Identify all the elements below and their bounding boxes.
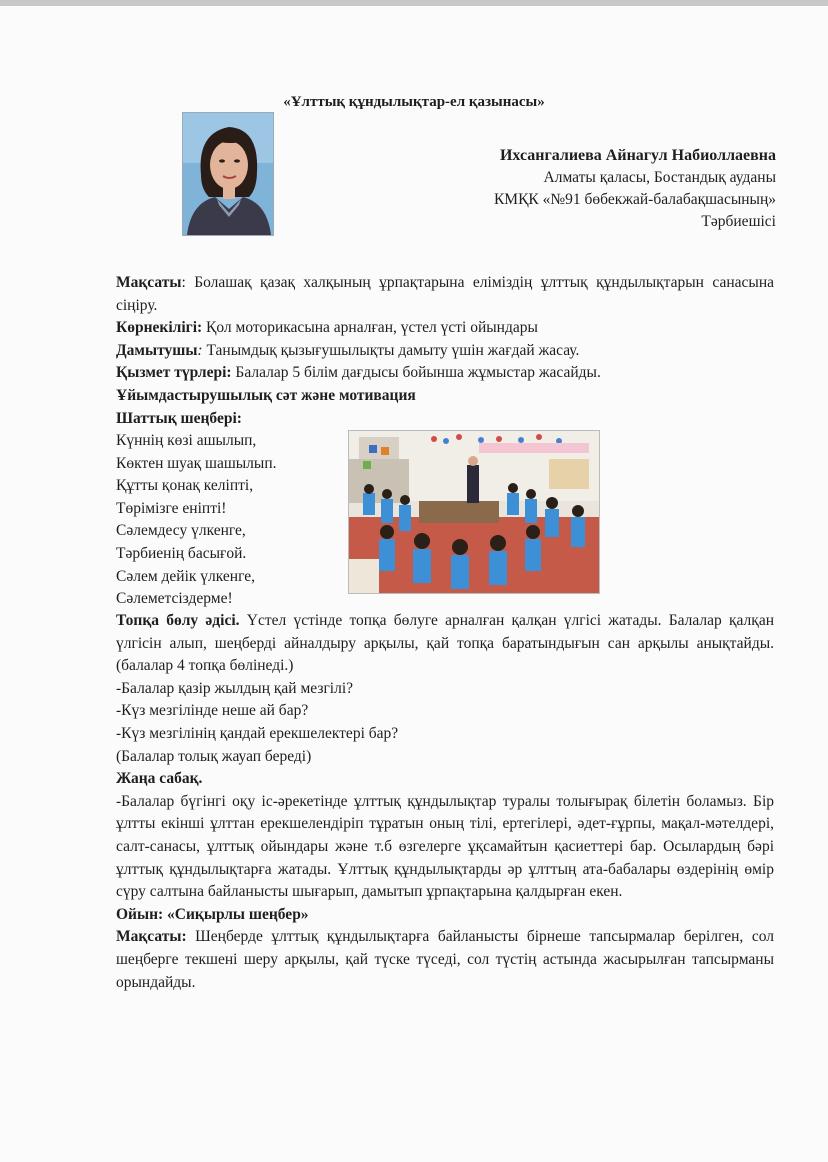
poem-line: Күннің көзі ашылып, (116, 432, 257, 449)
activities-paragraph (116, 362, 774, 385)
author-org: КМҚК «№91 бөбекжай-балабақшасының» (493, 191, 776, 208)
document-title: «Ұлттық құндылықтар-ел қазынасы» (283, 94, 545, 110)
grouping-paragraph (116, 610, 774, 678)
developing-label: Дамытушы (116, 341, 198, 359)
goal-paragraph (116, 272, 774, 317)
developing-colon: : (197, 341, 203, 359)
poem-line: Тәрбиенің басығой. (116, 544, 247, 562)
new-lesson-heading: Жаңа сабақ. (116, 770, 203, 788)
author-portrait-image (183, 113, 273, 235)
author-block (494, 145, 776, 233)
game-goal-text: Шеңберде ұлттық құндылықтарға байланысты бірнеше тапсырмалар берілген, сол шеңберге текшені шеру арқылы, қай түске түседі, сол түстің астында жасырылған тапсырманы орындайды. (116, 928, 774, 991)
author-position: Тәрбиешісі (701, 213, 776, 230)
activities-text: Балалар 5 білім дағдысы бойынша жұмыстар жасайды. (231, 364, 601, 382)
circle-heading: Шаттық шеңбері: (116, 409, 242, 427)
author-city: Алматы қаласы, Бостандық ауданы (543, 169, 776, 186)
org-heading: Ұйымдастырушылық сәт және мотивация (116, 386, 416, 404)
visual-label: Көрнекілігі: (116, 319, 203, 337)
author-name: Ихсангалиева Айнагул Набиоллаевна (499, 147, 776, 164)
visual-text: Қол моторикасына арналған, үстел үсті ойындары (202, 319, 538, 337)
visual-paragraph (116, 317, 774, 340)
game-goal-label: Мақсаты: (116, 928, 187, 946)
developing-paragraph (116, 340, 774, 363)
lesson-body (116, 610, 774, 994)
question-line: -Күз мезгілінің қандай ерекшелектері бар? (116, 724, 399, 742)
poem-block (116, 430, 336, 611)
poem-line: Сәлеметсіздерме! (116, 590, 233, 608)
poem-line: Сәлемдесу үлкенге, (116, 522, 246, 540)
new-lesson-paragraph: -Балалар бүгінгі оқу іс-әрекетінде ұлттық құндылықтар туралы толығырақ білетін боламыз. Бір ұлтты екінші ұлттан ерекшелендіріп тұратын оның тілі, ертегілері, әдет-ғұрпы, мақал-мәтелдері, салт-санасы, ұлттық ойындары және т.б өзгелерге ұқсамайтын қасиеттері бар. Осылардың бәрі ұлттық құндылықтарға жатады. Ұлттық құндылықтарды әр ұлттың ата-бабалары өздерінің өмір сүру салтына байланысты шығарып, дамытып ұрпақтарына қалдырған екен. (116, 792, 774, 901)
question-line: -Балалар қазір жылдың қай мезгілі? (116, 679, 354, 697)
question-line: -Күз мезгілінде неше ай бар? (116, 702, 309, 720)
classroom-photo (348, 430, 600, 594)
activities-label: Қызмет түрлері: (116, 364, 232, 382)
objectives-block (116, 272, 774, 430)
poem-line: Төрімізге еніпті! (116, 499, 227, 517)
grouping-text: Үстел үстінде топқа бөлуге арналған қалқан үлгісі жатады. Балалар қалқан үлгісін алып, шеңберді айналдыру арқылы, қай топқа баратындығын сан арқылы анықтайды.(балалар 4 топқа бөлінеді.) (116, 612, 774, 675)
goal-text: : Болашақ қазақ халқының ұрпақтарына еліміздің ұлттық құндылықтарын санасына сіңіру. (116, 274, 774, 314)
developing-text: Танымдық қызығушылықты дамыту үшін жағдай жасау. (202, 341, 580, 359)
classroom-photo-image (349, 431, 599, 593)
goal-label: Мақсаты (116, 274, 182, 291)
game-paragraph (116, 926, 774, 994)
grouping-label: Топқа бөлу әдісі. (116, 612, 240, 629)
game-heading: Ойын: «Сиқырлы шеңбер» (116, 905, 309, 923)
question-line: (Балалар толық жауап береді) (116, 747, 312, 765)
poem-line: Сәлем дейік үлкенге, (116, 567, 256, 585)
poem-line: Көктен шуақ шашылып. (116, 454, 277, 472)
scan-edge (0, 0, 828, 6)
poem-line: Құтты қонақ келіпті, (116, 477, 254, 495)
author-portrait (182, 112, 274, 236)
